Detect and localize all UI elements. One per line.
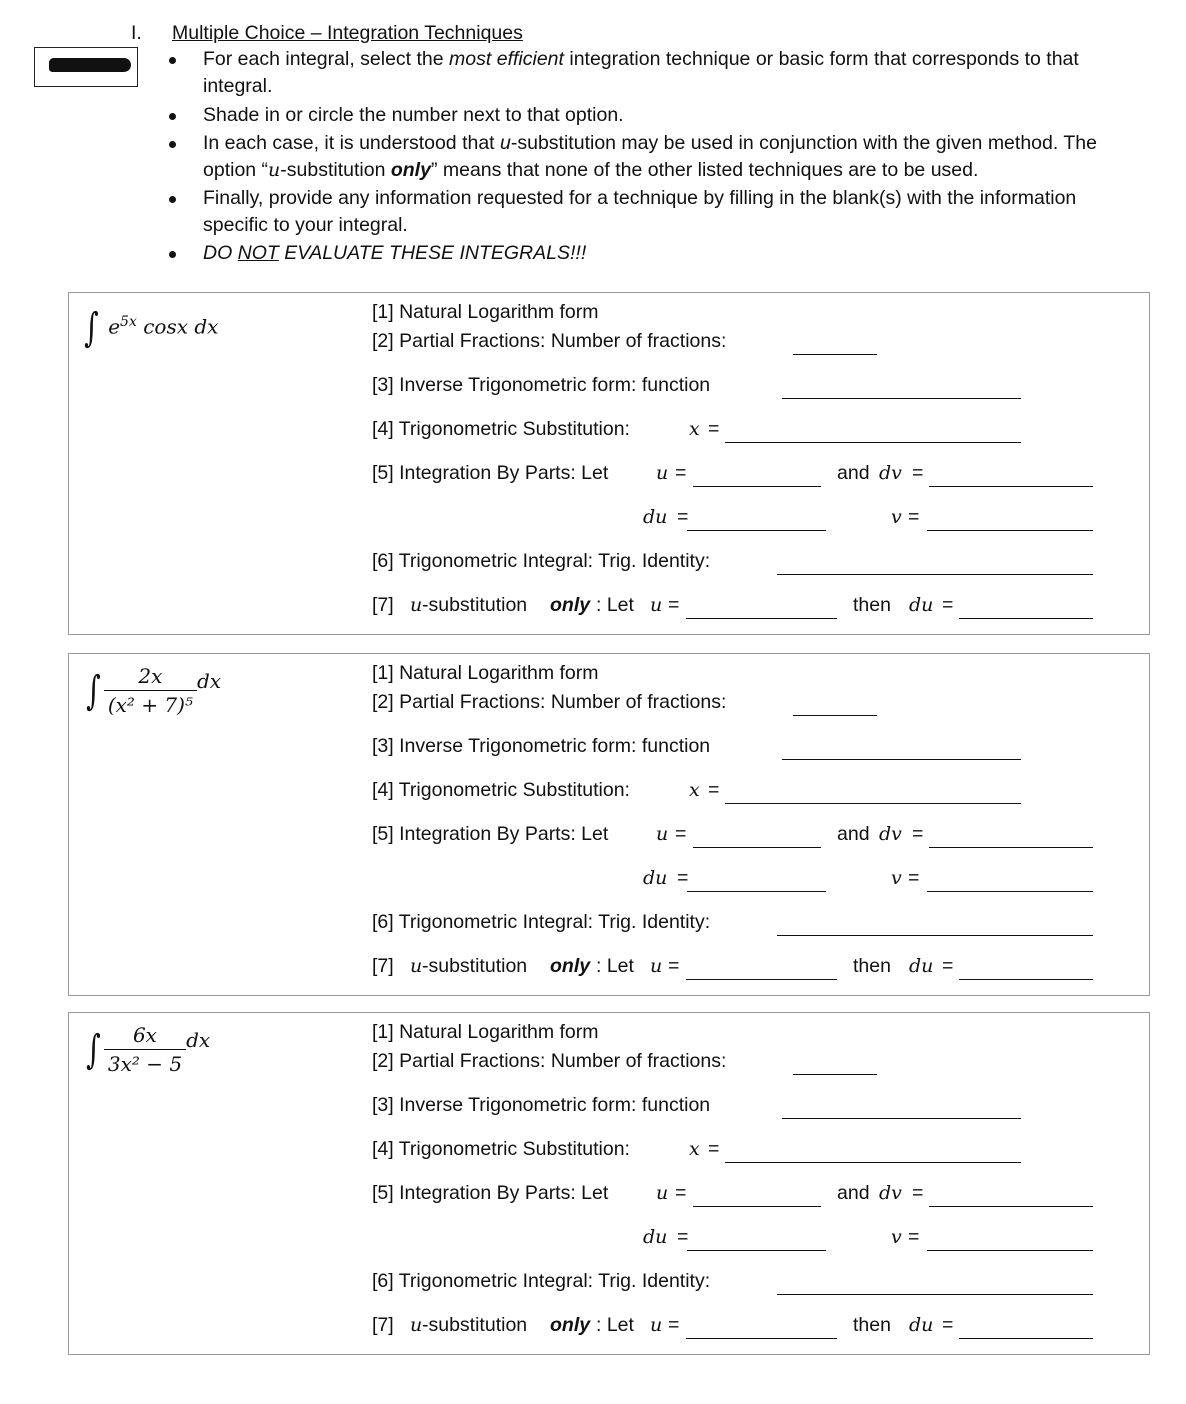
option-6-label: [6] Trigonometric Integral: Trig. Identity: xyxy=(372,550,711,572)
numerator: 2x xyxy=(138,664,163,688)
equals: = xyxy=(677,506,689,528)
let-label: : Let xyxy=(596,955,634,977)
equals: = xyxy=(908,1226,920,1248)
integrand-exponent: 5x xyxy=(120,313,137,330)
problem-3 xyxy=(68,1012,1150,1355)
bullet-text: -substitution xyxy=(280,159,391,181)
option-6-label: [6] Trigonometric Integral: Trig. Identity: xyxy=(372,911,711,933)
integral-expression xyxy=(83,664,221,717)
x-var: x xyxy=(689,418,700,440)
fractions-count-blank[interactable] xyxy=(793,1074,877,1075)
v-blank[interactable] xyxy=(927,530,1093,531)
function-blank[interactable] xyxy=(782,1118,1021,1119)
u-var: u xyxy=(656,823,669,845)
problem-1 xyxy=(68,292,1150,635)
bullet-text: For each integral, select the xyxy=(203,48,450,70)
function-blank[interactable] xyxy=(782,398,1021,399)
option-4-label: [4] Trigonometric Substitution: xyxy=(372,779,630,801)
du-blank[interactable] xyxy=(959,618,1093,619)
option-2-label: [2] Partial Fractions: Number of fractions: xyxy=(372,691,727,713)
equals: = xyxy=(708,418,720,440)
bullet-dot xyxy=(169,141,176,148)
denominator: (x² + 7)⁵ xyxy=(104,690,197,717)
option-3-label: [3] Inverse Trigonometric form: function xyxy=(372,1094,711,1116)
du-var: du xyxy=(909,1314,934,1336)
u-blank[interactable] xyxy=(686,618,837,619)
and-label: and xyxy=(837,462,870,484)
option-5-label: [5] Integration By Parts: Let xyxy=(372,823,609,845)
bullet-text: u xyxy=(500,132,511,154)
du-var: du xyxy=(909,594,934,616)
v-var: v xyxy=(891,1226,902,1248)
u-var: u xyxy=(410,955,423,977)
instruction-bullet xyxy=(203,46,1143,100)
problem-2 xyxy=(68,653,1150,996)
bullet-text: In each case, it is understood that xyxy=(203,132,501,154)
trig-identity-blank[interactable] xyxy=(777,574,1093,575)
instruction-bullet xyxy=(203,130,1143,184)
option-7-label: -substitution xyxy=(422,594,528,616)
equals: = xyxy=(668,1314,680,1336)
option-2-label: [2] Partial Fractions: Number of fractions: xyxy=(372,330,727,352)
redacted-name-box xyxy=(34,47,138,87)
u-var: u xyxy=(650,1314,663,1336)
option-3-label: [3] Inverse Trigonometric form: function xyxy=(372,735,711,757)
bullet-text: only xyxy=(390,159,431,181)
integrand-base: e xyxy=(108,314,121,339)
v-blank[interactable] xyxy=(927,1250,1093,1251)
v-blank[interactable] xyxy=(927,891,1093,892)
dv-var: dv xyxy=(879,823,902,845)
equals: = xyxy=(668,955,680,977)
option-5-label: [5] Integration By Parts: Let xyxy=(372,1182,609,1204)
and-label: and xyxy=(837,1182,870,1204)
fractions-count-blank[interactable] xyxy=(793,354,877,355)
u-var: u xyxy=(410,1314,423,1336)
du-var: du xyxy=(643,867,668,889)
du-blank[interactable] xyxy=(687,530,826,531)
option-4-label: [4] Trigonometric Substitution: xyxy=(372,1138,630,1160)
u-blank[interactable] xyxy=(693,486,821,487)
bullet-dot xyxy=(169,251,176,258)
denominator: 3x² − 5 xyxy=(104,1049,186,1076)
equals: = xyxy=(708,779,720,801)
x-blank[interactable] xyxy=(725,1162,1021,1163)
option-4-label: [4] Trigonometric Substitution: xyxy=(372,418,630,440)
option-3-label: [3] Inverse Trigonometric form: function xyxy=(372,374,711,396)
instruction-bullet xyxy=(203,240,1143,267)
bullet-text: most efficient xyxy=(449,48,564,70)
du-blank[interactable] xyxy=(959,1338,1093,1339)
u-var: u xyxy=(656,1182,669,1204)
integral-sign: ∫ xyxy=(86,1026,101,1073)
differential: dx xyxy=(196,668,222,693)
equals: = xyxy=(942,594,954,616)
bullet-dot xyxy=(169,196,176,203)
only-label: only xyxy=(550,955,591,977)
let-label: : Let xyxy=(596,1314,634,1336)
equals: = xyxy=(942,955,954,977)
only-label: only xyxy=(550,594,591,616)
instruction-bullet xyxy=(203,185,1143,239)
option-5-label: [5] Integration By Parts: Let xyxy=(372,462,609,484)
trig-identity-blank[interactable] xyxy=(777,1294,1093,1295)
u-var: u xyxy=(650,594,663,616)
du-var: du xyxy=(909,955,934,977)
then-label: then xyxy=(853,594,891,616)
v-var: v xyxy=(891,867,902,889)
v-var: v xyxy=(891,506,902,528)
differential: dx xyxy=(186,1027,211,1052)
dv-blank[interactable] xyxy=(929,847,1093,848)
equals: = xyxy=(912,462,924,484)
u-blank[interactable] xyxy=(693,1206,821,1207)
equals: = xyxy=(912,1182,924,1204)
integral-sign: ∫ xyxy=(86,667,101,714)
bullet-text: Shade in or circle the number next to that option. xyxy=(203,104,624,126)
x-blank[interactable] xyxy=(725,803,1021,804)
and-label: and xyxy=(837,823,870,845)
only-label: only xyxy=(550,1314,591,1336)
equals: = xyxy=(908,506,920,528)
option-2-label: [2] Partial Fractions: Number of fractions: xyxy=(372,1050,727,1072)
bullet-text: Finally, provide any information requested for a technique by filling in the blank(s) with the information specific to your integral. xyxy=(203,187,1077,236)
bullet-text: -substitution may be used in conjunction with the given method. The option “ xyxy=(203,132,1097,181)
du-blank[interactable] xyxy=(687,1250,826,1251)
bullet-dot xyxy=(169,57,176,64)
equals: = xyxy=(677,1226,689,1248)
x-var: x xyxy=(689,779,700,801)
section-number: I. xyxy=(131,22,142,44)
u-blank[interactable] xyxy=(686,1338,837,1339)
dv-blank[interactable] xyxy=(929,486,1093,487)
numerator: 6x xyxy=(132,1023,157,1047)
du-var: du xyxy=(643,506,668,528)
dv-blank[interactable] xyxy=(929,1206,1093,1207)
equals: = xyxy=(677,867,689,889)
section-title: Multiple Choice – Integration Techniques xyxy=(172,22,523,44)
integral-sign: ∫ xyxy=(84,305,99,351)
fraction xyxy=(104,664,197,717)
equals: = xyxy=(912,823,924,845)
redaction-mark xyxy=(49,58,131,72)
option-1-label: [1] Natural Logarithm form xyxy=(372,1021,599,1043)
option-7-number: [7] xyxy=(372,1314,394,1336)
equals: = xyxy=(675,1182,687,1204)
option-6-label: [6] Trigonometric Integral: Trig. Identity: xyxy=(372,1270,711,1292)
equals: = xyxy=(942,1314,954,1336)
equals: = xyxy=(668,594,680,616)
trig-identity-blank[interactable] xyxy=(777,935,1093,936)
equals: = xyxy=(675,462,687,484)
option-7-label: -substitution xyxy=(422,955,528,977)
du-blank[interactable] xyxy=(687,891,826,892)
option-7-label: -substitution xyxy=(422,1314,528,1336)
function-blank[interactable] xyxy=(782,759,1021,760)
instruction-bullet xyxy=(203,102,1143,129)
x-blank[interactable] xyxy=(725,442,1021,443)
u-var: u xyxy=(410,594,423,616)
dv-var: dv xyxy=(879,462,902,484)
du-blank[interactable] xyxy=(959,979,1093,980)
x-var: x xyxy=(689,1138,700,1160)
fraction xyxy=(104,1023,186,1076)
equals: = xyxy=(908,867,920,889)
integrand-rest: cosx dx xyxy=(143,314,219,339)
option-7-number: [7] xyxy=(372,594,394,616)
u-var: u xyxy=(656,462,669,484)
du-var: du xyxy=(643,1226,668,1248)
dv-var: dv xyxy=(879,1182,902,1204)
then-label: then xyxy=(853,955,891,977)
fractions-count-blank[interactable] xyxy=(793,715,877,716)
bullet-text: DO xyxy=(203,242,238,264)
bullet-dot xyxy=(169,113,176,120)
bullet-text: NOT xyxy=(237,242,279,264)
option-1-label: [1] Natural Logarithm form xyxy=(372,662,599,684)
bullet-text: integration technique or basic form that corresponds to that integral. xyxy=(203,48,1079,97)
option-7-number: [7] xyxy=(372,955,394,977)
u-blank[interactable] xyxy=(686,979,837,980)
equals: = xyxy=(708,1138,720,1160)
integral-expression xyxy=(81,305,218,351)
bullet-text: ” means that none of the other listed techniques are to be used. xyxy=(430,159,979,181)
bullet-text: u xyxy=(268,159,281,181)
u-var: u xyxy=(650,955,663,977)
equals: = xyxy=(675,823,687,845)
let-label: : Let xyxy=(596,594,634,616)
then-label: then xyxy=(853,1314,891,1336)
u-blank[interactable] xyxy=(693,847,821,848)
bullet-text: EVALUATE THESE INTEGRALS!!! xyxy=(278,242,587,264)
integral-expression xyxy=(83,1023,210,1076)
option-1-label: [1] Natural Logarithm form xyxy=(372,301,599,323)
